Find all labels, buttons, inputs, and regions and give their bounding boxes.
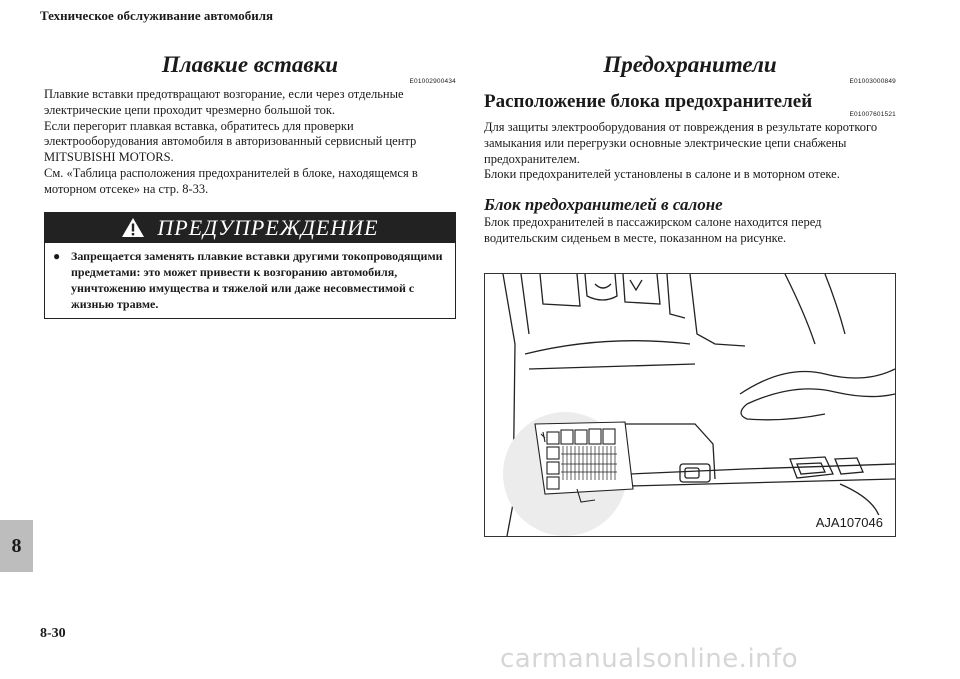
paragraph: Блоки предохранителей установлены в салоне и в моторном отеке. bbox=[484, 167, 840, 182]
warning-title: ПРЕДУПРЕЖДЕНИЕ bbox=[157, 214, 379, 240]
paragraph: Если перегорит плавкая вставка, обратитесь для проверки электрооборудования автомобиля в авторизованный сервисный центр MITSUBISHI MOTORS. bbox=[44, 118, 417, 165]
warning-triangle-icon bbox=[121, 217, 145, 238]
subheading-fuse-block-location: Расположение блока предохранителей bbox=[484, 91, 813, 112]
figure-label: AJA107046 bbox=[815, 515, 883, 530]
paragraph: Для защиты электрооборудования от повреждения в результате короткого замыкания или перегрузки основные электрические цепи снабжены предохранителем. bbox=[484, 120, 878, 166]
fuse-block-illustration bbox=[484, 273, 896, 537]
paragraph: Плавкие вставки предотвращают возгорание, если через отдельные электрические цепи проходит чрезмерно большой ток. bbox=[44, 87, 404, 117]
right-column bbox=[484, 50, 896, 247]
section-code: E01003000849 bbox=[849, 78, 896, 85]
running-header: Техническое обслуживание автомобиля bbox=[40, 8, 274, 23]
section-title-fuses: Предохранители bbox=[603, 52, 777, 77]
paragraph: См. «Таблица расположения предохранителей в блоке, находящемся в моторном отсеке» на стр. 8-33. bbox=[44, 165, 418, 196]
paragraph: Блок предохранителей в пассажирском салоне находится перед водительским сиденьем в месте, показанном на рисунке. bbox=[484, 215, 822, 245]
chapter-tab: 8 bbox=[0, 520, 33, 572]
subheading-code: E01007601521 bbox=[849, 111, 896, 118]
subheading-cabin-fuse-block: Блок предохранителей в салоне bbox=[484, 195, 723, 215]
dashboard-drawing bbox=[485, 274, 895, 536]
warning-body bbox=[45, 243, 455, 318]
page-number: 8-30 bbox=[40, 626, 66, 641]
warning-text: Запрещается заменять плавкие вставки другими токопроводящими предметами: это может привести к возгоранию автомобиля, уничтожению имущества и тяжелой или даже несовместимой с жизнью травме. bbox=[71, 248, 443, 311]
watermark: carmanualsonline.info bbox=[500, 644, 799, 674]
warning-box bbox=[44, 212, 456, 319]
section-title-fusible-links: Плавкие вставки bbox=[161, 52, 339, 77]
section-code: E01002900434 bbox=[409, 78, 456, 85]
left-column bbox=[44, 50, 456, 319]
bullet-icon: ● bbox=[53, 248, 61, 263]
warning-header bbox=[45, 213, 455, 243]
